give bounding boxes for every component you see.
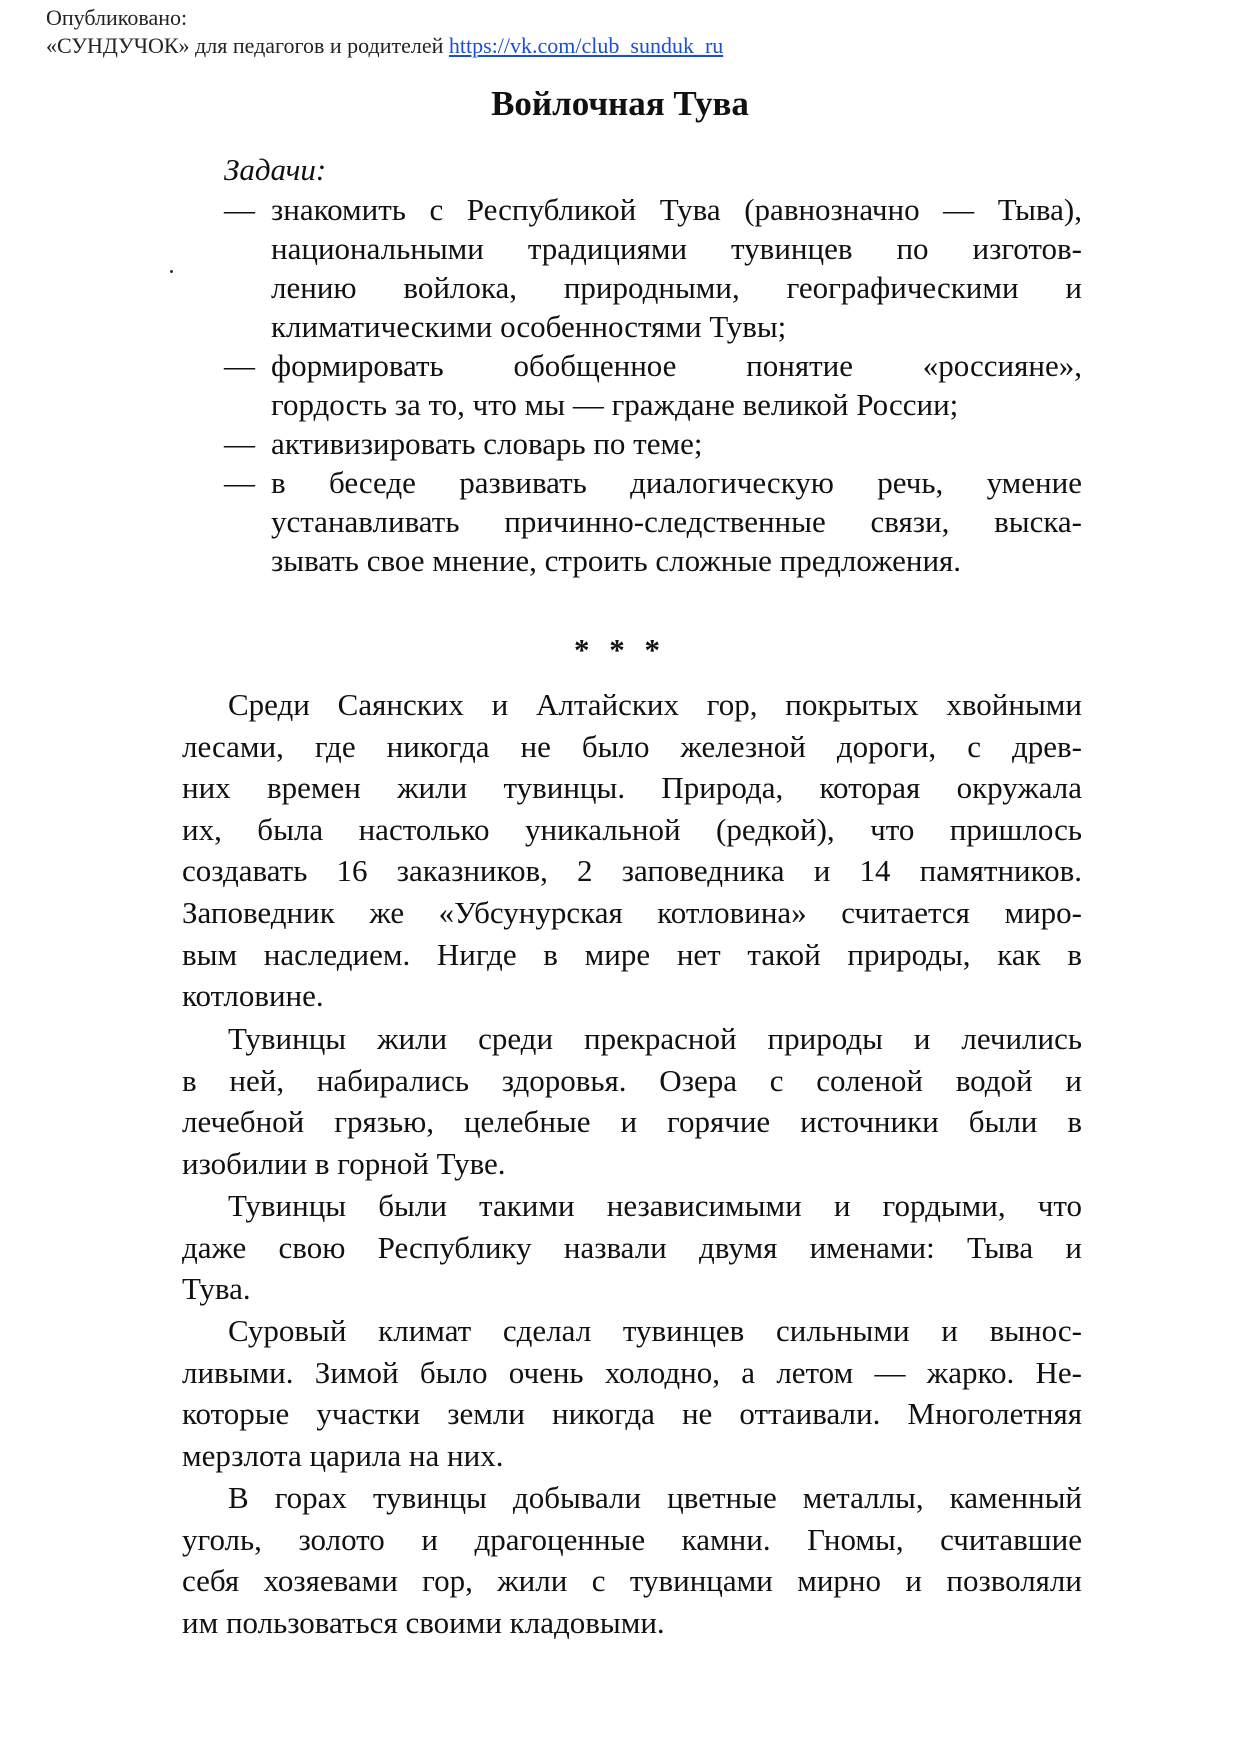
paragraph-line: ливыми. Зимой было очень холодно, а летом — жарко. Не-	[182, 1354, 1082, 1390]
page-title: Войлочная Тува	[491, 84, 749, 123]
task-text	[271, 346, 1082, 424]
task-dash: —	[224, 348, 255, 383]
paragraph-line: даже свою Республику назвали двумя именами: Тыва и	[182, 1229, 1082, 1265]
paragraph-line: которые участки земли никогда не оттаивали. Многолетняя	[182, 1396, 1082, 1432]
paragraph-line: мерзлота царила на них.	[182, 1437, 504, 1473]
body-paragraph	[182, 1018, 1082, 1184]
published-label: Опубликовано:	[46, 5, 188, 30]
task-line: активизировать словарь по теме;	[271, 426, 703, 461]
section-divider: * * *	[574, 632, 666, 667]
paragraph-line: создавать 16 заказников, 2 заповедника и 14 памятников.	[182, 853, 1082, 889]
paragraph-line: им пользоваться своими кладовыми.	[182, 1604, 665, 1640]
body-paragraph	[182, 684, 1082, 1017]
body-paragraph	[182, 1185, 1082, 1310]
paragraph-line: Тува.	[182, 1271, 251, 1307]
paragraph-line: котловине.	[182, 978, 324, 1014]
paragraph-line: Суровый климат сделал тувинцев сильными и вынос-	[228, 1313, 1082, 1348]
task-dash: —	[224, 192, 255, 227]
task-line: в беседе развивать диалогическую речь, умение	[271, 465, 1082, 500]
body-paragraph	[182, 1310, 1082, 1476]
task-line: зывать свое мнение, строить сложные предложения.	[271, 543, 962, 578]
source-line	[46, 32, 723, 60]
paragraph-line: вым наследием. Нигде в мире нет такой природы, как в	[182, 936, 1082, 972]
paragraph-line: их, была настолько уникальной (редкой), что пришлось	[182, 811, 1082, 847]
paragraph-line: лесами, где никогда не было железной дороги, с древ-	[182, 728, 1082, 764]
task-item	[224, 463, 1082, 580]
task-dash: —	[224, 426, 255, 461]
paragraph-line: Среди Саянских и Алтайских гор, покрытых хвойными	[228, 687, 1082, 722]
source-text: «СУНДУЧОК» для педагогов и родителей	[46, 33, 444, 58]
task-text	[271, 463, 1082, 580]
task-line: национальными традициями тувинцев по изготов-	[271, 231, 1082, 266]
paragraph-line: Заповедник же «Убсунурская котловина» считается миро-	[182, 894, 1082, 930]
tasks-heading: Задачи:	[224, 152, 327, 187]
paragraph-line: них времен жили тувинцы. Природа, которая окружала	[182, 770, 1082, 806]
task-line: знакомить с Республикой Тува (равнозначно — Тыва),	[271, 192, 1082, 227]
task-line: климатическими особенностями Тувы;	[271, 309, 787, 344]
paragraph-line: Тувинцы жили среди прекрасной природы и лечились	[228, 1021, 1082, 1056]
paragraph-line: изобилии в горной Туве.	[182, 1145, 506, 1181]
paragraph-line: Тувинцы были такими независимыми и гордыми, что	[228, 1188, 1082, 1223]
paragraph-line: в ней, набирались здоровья. Озера с соленой водой и	[182, 1062, 1082, 1098]
paragraph-line: уголь, золото и драгоценные камни. Гномы, считавшие	[182, 1521, 1082, 1557]
task-text	[271, 424, 1082, 463]
task-line: устанавливать причинно-следственные связи, выска-	[271, 504, 1082, 539]
publication-header	[46, 4, 723, 60]
task-item	[224, 190, 1082, 346]
paragraph-line: лечебной грязью, целебные и горячие источники были в	[182, 1104, 1082, 1140]
scan-speck	[170, 270, 173, 273]
task-line: формировать обобщенное понятие «россияне»,	[271, 348, 1082, 383]
paragraph-line: В горах тувинцы добывали цветные металлы, каменный	[228, 1480, 1082, 1515]
task-item	[224, 424, 1082, 463]
task-line: гордость за то, что мы — граждане великой России;	[271, 387, 959, 422]
task-dash: —	[224, 465, 255, 500]
task-item	[224, 346, 1082, 424]
paragraph-line: себя хозяевами гор, жили с тувинцами мирно и позволяли	[182, 1563, 1082, 1599]
body-paragraph	[182, 1477, 1082, 1643]
task-text	[271, 190, 1082, 346]
source-link[interactable]: https://vk.com/club_sunduk_ru	[448, 33, 724, 58]
task-line: лению войлока, природными, географическими и	[271, 270, 1082, 305]
